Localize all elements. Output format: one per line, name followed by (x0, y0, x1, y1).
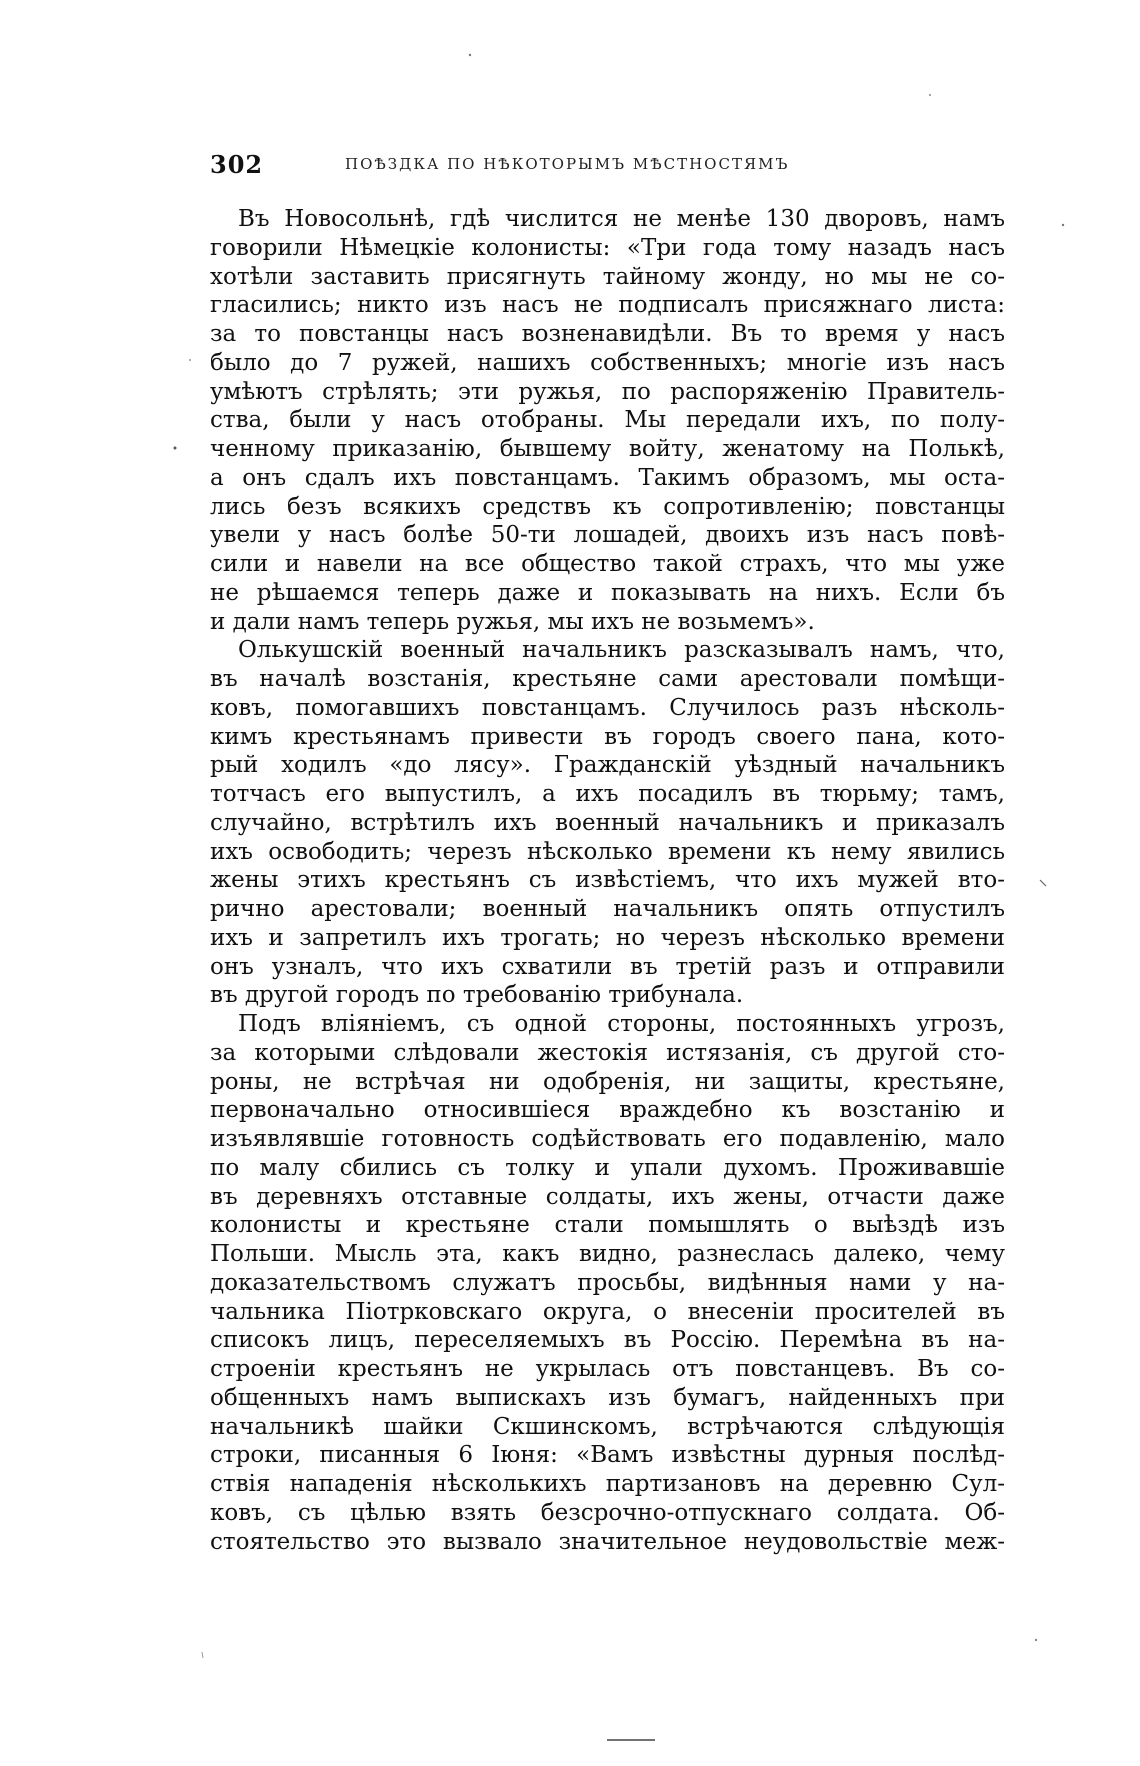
text-line: ихъ и запретилъ ихъ трогать; но черезъ нѣсколько времени (210, 924, 1005, 951)
text-line: рый ходилъ «до лясу». Гражданскій уѣздный начальникъ (210, 752, 1005, 779)
text-line: не рѣшаемся теперь даже и показывать на нихъ. Если бъ (210, 579, 1005, 606)
text-line: гласились; никто изъ насъ не подписалъ присяжнаго листа: (210, 292, 1005, 319)
text-line: ихъ освободить; черезъ нѣсколько времени къ нему явились (210, 838, 1005, 865)
text-line: общенныхъ намъ выпискахъ изъ бумагъ, найденныхъ при (210, 1384, 1005, 1411)
text-line: доказательствомъ служатъ просьбы, видѣнныя нами у на- (210, 1269, 1005, 1296)
running-title: ПОѢЗДКА ПО НѢКОТОРЫМЪ МѢСТНОСТЯМЪ (345, 155, 790, 173)
text-line: и дали намъ теперь ружья, мы ихъ не возьмемъ». (210, 608, 815, 635)
text-line: умѣютъ стрѣлять; эти ружья, по распоряженію Правитель- (210, 378, 1005, 405)
text-line: увели у насъ болѣе 50-ти лошадей, двоихъ изъ насъ повѣ- (210, 522, 1005, 549)
text-line: въ началѣ возстанія, крестьяне сами арестовали помѣщи- (210, 666, 1005, 692)
text-line: списокъ лицъ, переселяемыхъ въ Россію. Перемѣна въ на- (210, 1327, 1005, 1354)
text-line: чальника Піотрковскаго округа, о внесеніи просителей въ (210, 1298, 1005, 1325)
page-number: 302 (210, 150, 264, 179)
text-line: онъ узналъ, что ихъ схватили въ третій разъ и отправили (210, 953, 1005, 980)
text-line: по малу сбились съ толку и упали духомъ. Проживавшіе (210, 1154, 1005, 1181)
page-header (210, 150, 1000, 180)
text-line: Олькушскій военный начальникъ разсказывалъ намъ, что, (238, 637, 1005, 664)
text-line: ковъ, помогавшихъ повстанцамъ. Случилось разъ нѣсколь- (210, 694, 1005, 721)
text-line: изъявлявшіе готовность содѣйствовать его подавленію, мало (210, 1126, 1005, 1152)
text-line: ствія нападенія нѣсколькихъ партизановъ на деревню Сул- (210, 1471, 1005, 1497)
text-line: Польши. Мысль эта, какъ видно, разнеслась далеко, чему (210, 1241, 1005, 1267)
text-line: ковъ, съ цѣлью взять безсрочно-отпускнаго солдата. Об- (210, 1499, 1005, 1526)
text-line: роны, не встрѣчая ни одобренія, ни защиты, крестьяне, (210, 1068, 1005, 1095)
text-line: за которыми слѣдовали жестокія истязанія, съ другой сто- (210, 1039, 1005, 1066)
text-line: колонисты и крестьяне стали помышлять о выѣздѣ изъ (210, 1212, 1005, 1239)
text-line: говорили Нѣмецкіе колонисты: «Три года тому назадъ насъ (210, 234, 1005, 261)
text-line: было до 7 ружей, нашихъ собственныхъ; многіе изъ насъ (210, 349, 1005, 376)
text-line: случайно, встрѣтилъ ихъ военный начальникъ и приказалъ (210, 809, 1005, 836)
text-line: въ деревняхъ отставные солдаты, ихъ жены, отчасти даже (210, 1183, 1005, 1210)
text-line: Въ Новосольнѣ, гдѣ числится не менѣе 130 дворовъ, намъ (238, 206, 1005, 232)
text-line: хотѣли заставить присягнуть тайному жонду, но мы не со- (210, 263, 1005, 290)
text-line: а онъ сдалъ ихъ повстанцамъ. Такимъ образомъ, мы оста- (210, 464, 1005, 491)
text-line: кимъ крестьянамъ привести въ городъ своего пана, кото- (210, 723, 1005, 750)
text-line: Подъ вліяніемъ, съ одной стороны, постоянныхъ угрозъ, (238, 1011, 1005, 1037)
text-line: лись безъ всякихъ средствъ къ сопротивленію; повстанцы (210, 493, 1005, 520)
text-line: стоятельство это вызвало значительное неудовольствіе меж- (210, 1528, 1005, 1555)
text-line: за то повстанцы насъ возненавидѣли. Въ то время у насъ (210, 321, 1005, 347)
text-line: начальникѣ шайки Скшинскомъ, встрѣчаются слѣдующія (210, 1413, 1005, 1440)
text-line: въ другой городъ по требованію трибунала. (210, 982, 744, 1009)
text-line: первоначально относившіеся враждебно къ возстанію и (210, 1097, 1005, 1124)
text-line: рично арестовали; военный начальникъ опять отпустилъ (210, 896, 1005, 922)
text-line: жены этихъ крестьянъ съ извѣстіемъ, что ихъ мужей вто- (210, 867, 1005, 894)
body-text (210, 205, 1005, 1556)
text-line: ства, были у насъ отобраны. Мы передали ихъ, по полу- (210, 407, 1005, 434)
text-line: строки, писанныя 6 Іюня: «Вамъ извѣстны дурныя послѣд- (210, 1442, 1005, 1469)
text-line: сили и навели на все общество такой страхъ, что мы уже (210, 551, 1005, 577)
text-line: тотчасъ его выпустилъ, а ихъ посадилъ въ тюрьму; тамъ, (210, 781, 1005, 807)
text-line: строеніи крестьянъ не укрылась отъ повстанцевъ. Въ со- (210, 1356, 1005, 1382)
text-line: ченному приказанію, бывшему войту, женатому на Полькѣ, (210, 436, 1005, 462)
